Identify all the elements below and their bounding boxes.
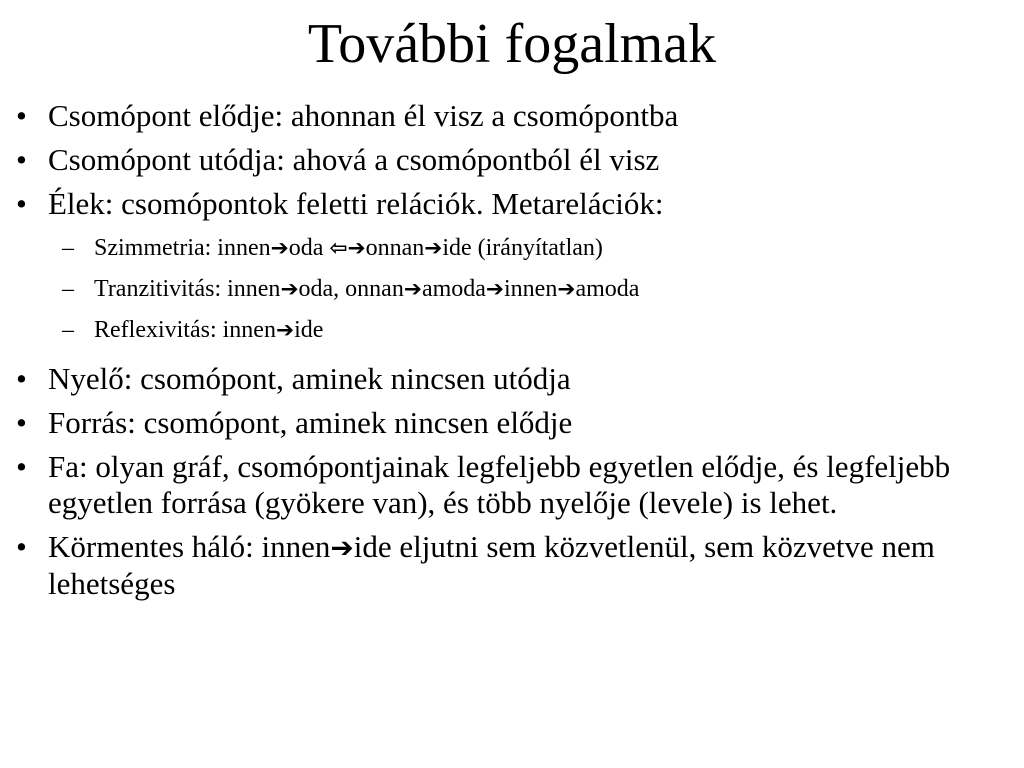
bullet-item (0, 405, 1024, 441)
right-arrow-icon: ➔ (485, 277, 505, 302)
bullet-item (0, 186, 1024, 222)
slide-title: További fogalmak (307, 13, 717, 75)
right-arrow-icon: ➔ (424, 236, 443, 261)
right-arrow-icon: ➔ (347, 236, 366, 261)
bullet-marker: • (16, 186, 27, 221)
sub-bullet-text: amoda (421, 276, 486, 302)
sub-bullet-text: Tranzitivitás: innen (94, 276, 281, 302)
bullet-marker: • (16, 142, 27, 177)
sub-bullet-text: oda, onnan (298, 276, 404, 302)
dash-marker: – (62, 276, 74, 302)
bullet-item (0, 142, 1024, 178)
right-arrow-icon: ➔ (557, 277, 576, 302)
sub-bullet-text: oda (288, 235, 330, 261)
bullet-list (0, 98, 1024, 610)
sub-bullet-item (0, 234, 1024, 263)
right-arrow-icon: ➔ (270, 236, 289, 261)
right-arrow-icon: ➔ (275, 318, 295, 343)
right-arrow-icon: ➔ (280, 277, 299, 302)
right-arrow-icon: ➔ (403, 277, 422, 302)
sub-bullet-text: innen (504, 276, 558, 302)
dash-marker: – (62, 235, 74, 261)
sub-bullet-text: amoda (575, 276, 640, 302)
sub-bullet-text: Reflexivitás: innen (94, 317, 276, 343)
bullet-marker: • (16, 361, 27, 396)
bullet-text: Körmentes háló: innen (48, 529, 331, 564)
bullet-text: Forrás: csomópont, aminek nincsen elődje (48, 405, 573, 440)
bullet-marker: • (16, 529, 27, 564)
sub-bullet-text: ide (irányítatlan) (442, 235, 603, 261)
bullet-item (0, 361, 1024, 397)
bullet-text: ide eljutni sem közvetlenül, sem közvetve nem lehetséges (48, 529, 935, 601)
bullet-marker: • (16, 405, 27, 440)
left-arrow-icon: ⇦ (329, 236, 348, 261)
sub-bullet-item (0, 275, 1024, 304)
sub-bullet-text: ide (294, 317, 324, 343)
sub-bullet-text: onnan (365, 235, 425, 261)
bullet-text: Nyelő: csomópont, aminek nincsen utódja (48, 361, 571, 396)
bullet-marker: • (16, 449, 27, 484)
bullet-item (0, 449, 1024, 521)
dash-marker: – (62, 317, 74, 343)
bullet-text: Fa: olyan gráf, csomópontjainak legfeljebb egyetlen elődje, és legfeljebb egyetlen forrása (gyökere van), és több nyelője (levele) is lehet. (48, 449, 951, 520)
bullet-item (0, 529, 1024, 602)
bullet-text: Csomópont elődje: ahonnan él visz a csomópontba (48, 98, 679, 133)
bullet-text: Csomópont utódja: ahová a csomópontból él visz (48, 142, 660, 177)
bullet-item (0, 98, 1024, 134)
bullet-marker: • (16, 98, 27, 133)
sub-bullet-text: Szimmetria: innen (94, 235, 271, 261)
right-arrow-icon: ➔ (330, 531, 354, 564)
bullet-text: Élek: csomópontok feletti relációk. Metarelációk: (48, 186, 664, 221)
sub-bullet-item (0, 316, 1024, 345)
